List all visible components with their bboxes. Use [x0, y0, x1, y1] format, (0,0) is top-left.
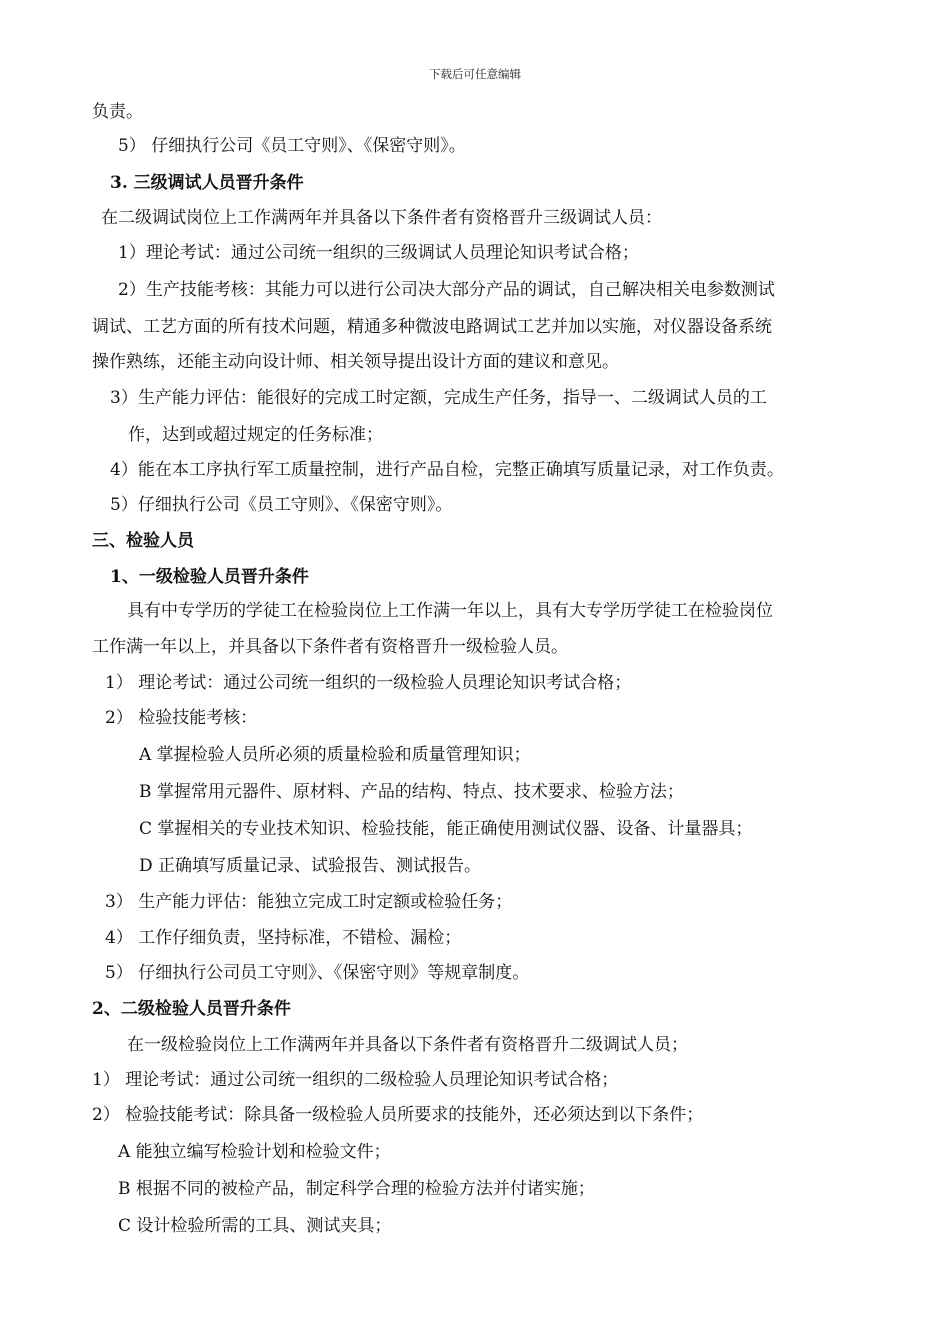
list-item: 5） 仔细执行公司员工守则》、《保密守则》等规章制度。 [105, 963, 530, 983]
sub-list-item: B 根据不同的被检产品，制定科学合理的检验方法并付诸实施； [118, 1179, 595, 1199]
paragraph-line: 调试、工艺方面的所有技术问题，精通多种微波电路调试工艺并加以实施，对仪器设备系统 [92, 317, 772, 337]
paragraph-line: 作，达到或超过规定的任务标准； [128, 425, 383, 445]
sub-list-item: C 掌握相关的专业技术知识、检验技能，能正确使用测试仪器、设备、计量器具； [139, 819, 753, 839]
list-item: 2）生产技能考核：其能力可以进行公司决大部分产品的调试，自己解决相关电参数测试 [118, 280, 775, 300]
list-item: 3）生产能力评估：能很好的完成工时定额，完成生产任务，指导一、二级调试人员的工 [110, 388, 767, 408]
text-line: 负责。 [92, 102, 143, 122]
list-item: 1） 理论考试：通过公司统一组织的二级检验人员理论知识考试合格； [92, 1070, 619, 1090]
sub-list-item: A 掌握检验人员所必须的质量检验和质量管理知识； [139, 745, 531, 765]
list-item: 1） 理论考试：通过公司统一组织的一级检验人员理论知识考试合格； [105, 673, 632, 693]
list-item: 5）仔细执行公司《员工守则》、《保密守则》。 [110, 495, 453, 515]
sub-list-item: A 能独立编写检验计划和检验文件； [118, 1142, 391, 1162]
sub-list-item: D 正确填写质量记录、试验报告、测试报告。 [139, 856, 482, 876]
list-item: 5） 仔细执行公司《员工守则》、《保密守则》。 [118, 136, 466, 156]
paragraph-line: 工作满一年以上，并具备以下条件者有资格晋升一级检验人员。 [92, 637, 568, 657]
list-item: 2） 检验技能考核： [105, 708, 258, 728]
sub-list-item: B 掌握常用元器件、原材料、产品的结构、特点、技术要求、检验方法； [139, 782, 684, 802]
list-item: 3） 生产能力评估：能独立完成工时定额或检验任务； [105, 892, 513, 912]
chapter-heading: 三、检验人员 [92, 531, 194, 551]
section-heading: 1、一级检验人员晋升条件 [110, 567, 309, 587]
sub-list-item: C 设计检验所需的工具、测试夹具； [118, 1216, 392, 1236]
section-heading: 2、二级检验人员晋升条件 [92, 999, 291, 1019]
list-item: 2） 检验技能考试：除具备一级检验人员所要求的技能外，还必须达到以下条件； [92, 1105, 704, 1125]
section-heading: 3. 三级调试人员晋升条件 [110, 173, 304, 193]
paragraph-line: 操作熟练，还能主动向设计师、相关领导提出设计方面的建议和意见。 [92, 352, 619, 372]
paragraph-line: 在一级检验岗位上工作满两年并具备以下条件者有资格晋升二级调试人员； [127, 1035, 688, 1055]
list-item: 1）理论考试：通过公司统一组织的三级调试人员理论知识考试合格； [118, 243, 639, 263]
page-header-note: 下载后可任意编辑 [429, 67, 521, 81]
paragraph-line: 具有中专学历的学徒工在检验岗位上工作满一年以上，具有大专学历学徒工在检验岗位 [127, 601, 773, 621]
list-item: 4） 工作仔细负责，坚持标准，不错检、漏检； [105, 928, 462, 948]
list-item: 4）能在本工序执行军工质量控制，进行产品自检，完整正确填写质量记录，对工作负责。 [110, 460, 784, 480]
paragraph-line: 在二级调试岗位上工作满两年并具备以下条件者有资格晋升三级调试人员： [101, 208, 662, 228]
